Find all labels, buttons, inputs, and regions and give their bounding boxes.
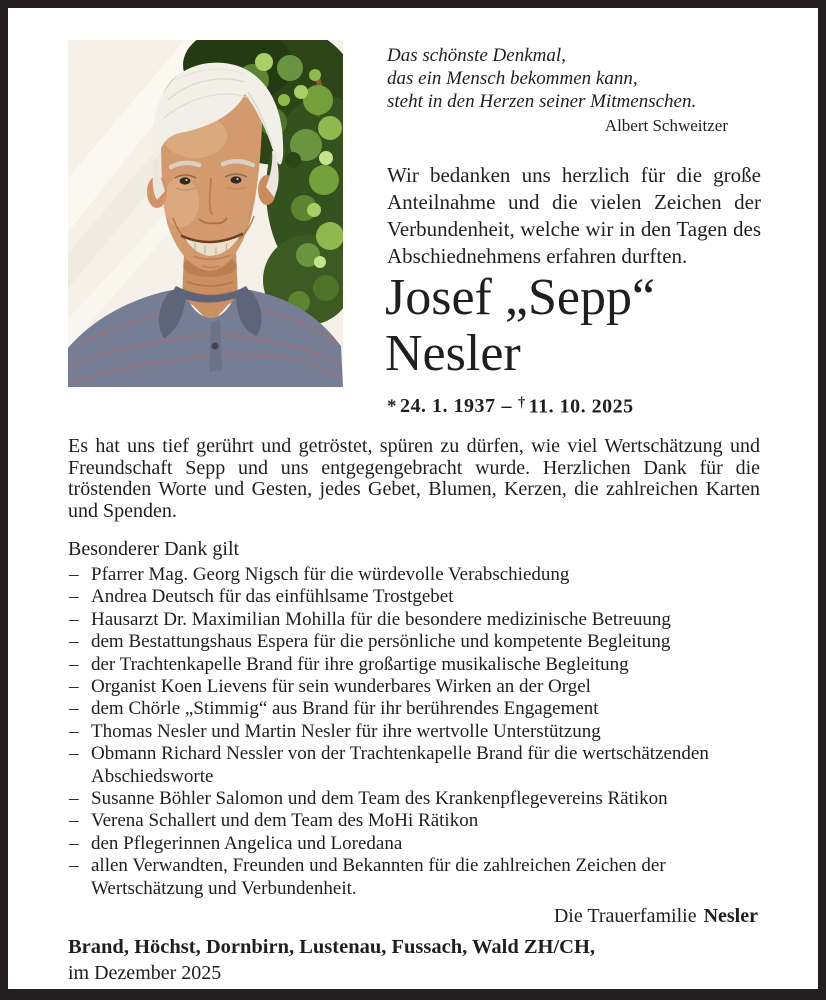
thanks-item (68, 698, 762, 720)
life-dates (387, 395, 634, 418)
thanks-item-text: Pfarrer Mag. Georg Nigsch für die würdevolle Verabschiedung (91, 564, 570, 585)
thanks-item (68, 721, 762, 743)
deceased-name-line-1: Josef „Sepp“ (385, 269, 656, 326)
thanks-item-text: den Pflegerinnen Angelica und Loredana (91, 832, 403, 854)
thanks-paragraph: Es hat uns tief gerührt und getröstet, spüren zu dürfen, wie viel Wertschätzung und Freundschaft Sepp und uns entgegengebracht wurde. Herzlichen Dank für die tröstenden Worte und Gesten, jedes Gebet, Blumen, Kerzen, die zahlreichen Karten und Spenden. (68, 435, 760, 522)
family-prefix: Die Trauerfamilie (553, 905, 697, 927)
dash-bullet: – (69, 855, 79, 877)
thanks-item (68, 788, 762, 810)
dash-bullet: – (69, 586, 79, 608)
thanks-item-text: dem Chörle „Stimmig“ aus Brand für ihr berührendes Engagement (91, 698, 599, 720)
thanks-heading: Besonderer Dank gilt (68, 538, 240, 560)
dash-bullet: – (69, 564, 79, 585)
deceased-name-line-2: Nesler (385, 325, 521, 382)
thanks-item-text: dem Bestattungshaus Espera für die persönliche und kompetente Begleitung (91, 631, 671, 653)
dash-bullet: – (69, 676, 79, 698)
portrait-photo-illustration (68, 40, 343, 387)
quote-line-2: das ein Mensch bekommen kann, (387, 68, 638, 89)
thanks-item (68, 564, 762, 586)
thanks-item (68, 609, 762, 631)
thanks-item (68, 810, 762, 832)
dash-bullet: – (69, 810, 79, 832)
dash-bullet: – (69, 788, 79, 810)
thanks-item (68, 743, 762, 788)
birth-star-symbol: * (387, 396, 397, 418)
thanks-item-text: der Trachtenkapelle Brand für ihre großartige musikalische Begleitung (91, 653, 629, 675)
thanks-item-text: Susanne Böhler Salomon und dem Team des Krankenpflegevereins Rätikon (91, 788, 668, 810)
dash-bullet: – (69, 653, 79, 675)
quote-line-3: steht in den Herzen seiner Mitmenschen. (387, 91, 697, 112)
dash-bullet: – (69, 698, 79, 720)
birth-date: 24. 1. 1937 (400, 395, 496, 418)
quote-attribution: Albert Schweitzer (604, 116, 728, 135)
thanks-item (68, 586, 762, 608)
thanks-item (68, 676, 762, 698)
thanks-item (68, 654, 762, 676)
date-line: im Dezember 2025 (68, 962, 222, 984)
dash-bullet: – (69, 743, 79, 765)
thanks-item-text: Andrea Deutsch für das einfühlsame Trostgebet (91, 586, 454, 608)
quote-line-1: Das schönste Denkmal, (387, 45, 566, 66)
thanks-list (68, 564, 762, 900)
thanks-item-text: Organist Koen Lievens für sein wunderbares Wirken an der Orgel (91, 676, 591, 698)
family-name: Nesler (703, 905, 758, 927)
dates-separator: – (501, 395, 512, 418)
thanks-item-text: Thomas Nesler und Martin Nesler für ihre wertvolle Unterstützung (91, 720, 601, 742)
thanks-item (68, 855, 762, 900)
dash-bullet: – (69, 720, 79, 742)
memorial-quote (387, 44, 732, 113)
thanks-item (68, 631, 762, 653)
thanks-item-text: Hausarzt Dr. Maximilian Mohilla für die besondere medizinische Betreuung (91, 608, 671, 630)
thanks-item-text: Verena Schallert und dem Team des MoHi Rätikon (91, 810, 479, 832)
mourning-family-line (554, 904, 758, 928)
thanks-item (68, 833, 762, 855)
thanks-item-text: Obmann Richard Nessler von der Trachtenkapelle Brand für die wertschätzenden Abschiedsworte (91, 743, 709, 787)
portrait-photo (68, 40, 343, 387)
dash-bullet: – (69, 832, 79, 854)
places-line: Brand, Höchst, Dornbirn, Lustenau, Fussach, Wald ZH/CH, (68, 936, 596, 958)
dash-bullet: – (69, 608, 79, 630)
intro-paragraph: Wir bedanken uns herzlich für die große Anteilnahme und die vielen Zeichen der Verbundenheit, welche wir in den Tagen des Abschiednehmens erfahren durften. (387, 163, 761, 268)
death-cross-symbol: † (518, 395, 526, 411)
deceased-name (385, 270, 785, 382)
dash-bullet: – (69, 631, 79, 653)
thanks-item-text: allen Verwandten, Freunden und Bekannten für die zahlreichen Zeichen der Wertschätzung und Verbundenheit. (91, 855, 666, 899)
death-date: 11. 10. 2025 (528, 395, 634, 418)
